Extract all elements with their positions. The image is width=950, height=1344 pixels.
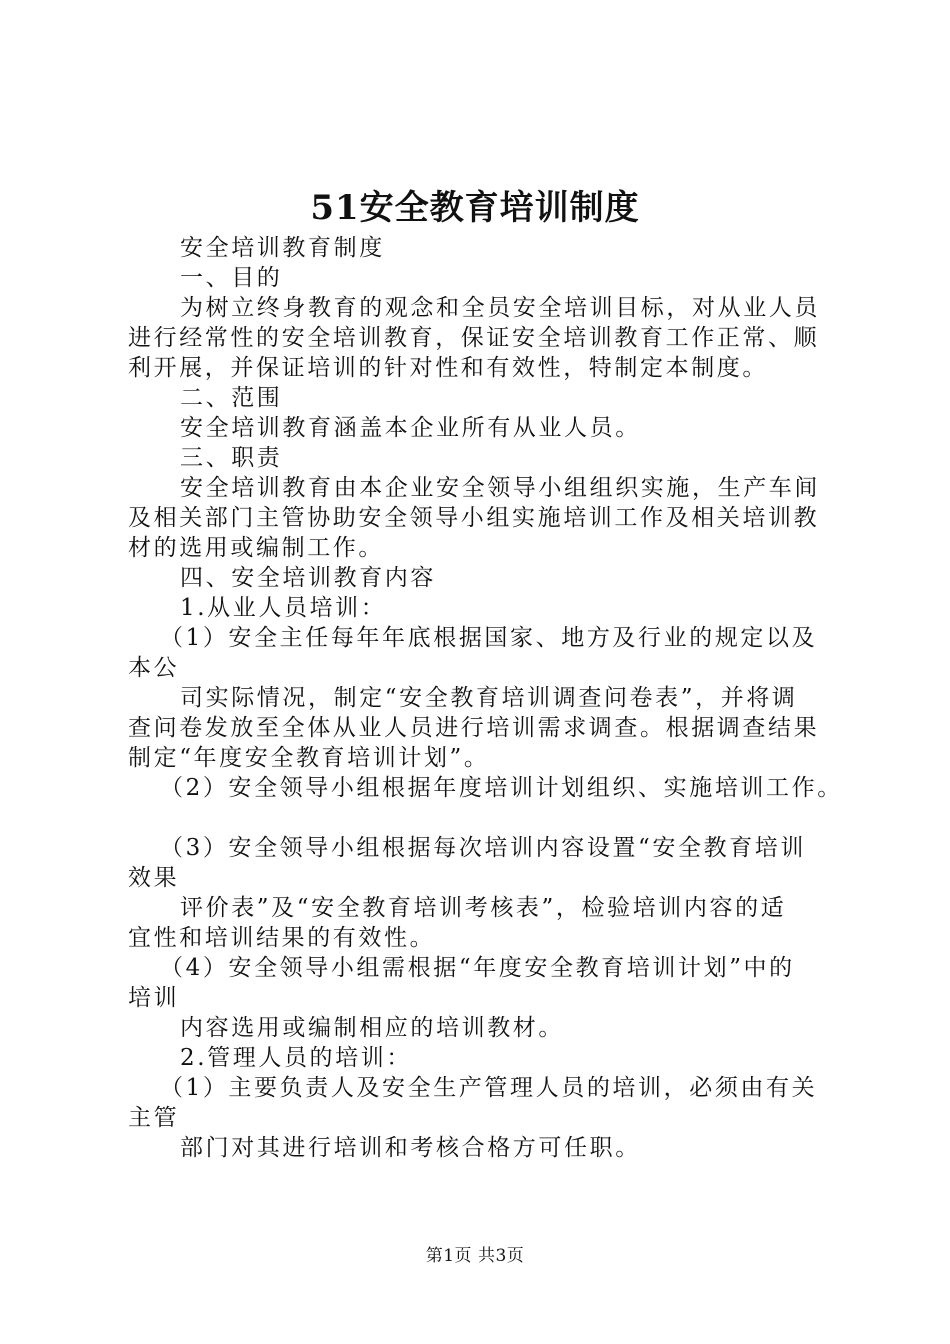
- section-heading: 三、职责: [180, 445, 283, 471]
- section-heading: 一、目的: [180, 265, 283, 291]
- paragraph-line: 进行经常性的安全培训教育，保证安全培训教育工作正常、顺: [128, 325, 820, 351]
- list-item-line: 查问卷发放至全体从业人员进行培训需求调查。根据调查结果: [128, 715, 820, 741]
- list-item-line: （1）主要负责人及安全生产管理人员的培训，必须由有关: [160, 1075, 818, 1101]
- list-item-line: （4）安全领导小组需根据“年度安全教育培训计划”中的: [160, 955, 795, 981]
- list-item-line: 本公: [128, 655, 180, 681]
- list-item-line: 效果: [128, 865, 180, 891]
- subsection-heading: 2.管理人员的培训：: [180, 1045, 412, 1071]
- list-item-line: 司实际情况，制定“安全教育培训调查问卷表”，并将调: [180, 685, 798, 711]
- list-item-line: 主管: [128, 1105, 180, 1131]
- section-heading: 二、范围: [180, 385, 283, 411]
- heading-line: 安全培训教育制度: [180, 235, 385, 261]
- page-footer: 第1页 共3页: [425, 1246, 525, 1266]
- list-item-line: （3）安全领导小组根据每次培训内容设置“安全教育培训: [160, 835, 806, 861]
- list-item-line: 评价表”及“安全教育培训考核表”，检验培训内容的适: [180, 895, 787, 921]
- document-body: [0, 233, 950, 1163]
- section-heading: 四、安全培训教育内容: [180, 565, 436, 591]
- list-item-line: 内容选用或编制相应的培训教材。: [180, 1015, 564, 1041]
- paragraph-line: 利开展，并保证培训的针对性和有效性，特制定本制度。: [128, 355, 768, 381]
- page-title: 51安全教育培训制度: [310, 188, 640, 228]
- list-item-line: 宜性和培训结果的有效性。: [128, 925, 436, 951]
- list-item-line: 培训: [128, 985, 180, 1011]
- list-item-line: 部门对其进行培训和考核合格方可任职。: [180, 1135, 641, 1161]
- paragraph-line: 及相关部门主管协助安全领导小组实施培训工作及相关培训教: [128, 505, 820, 531]
- subsection-heading: 1.从业人员培训：: [180, 595, 387, 621]
- list-item-line: （1）安全主任每年年底根据国家、地方及行业的规定以及: [160, 625, 818, 651]
- paragraph-line: 材的选用或编制工作。: [128, 535, 384, 561]
- blank-line: [0, 803, 950, 833]
- paragraph-line: 安全培训教育涵盖本企业所有从业人员。: [180, 415, 641, 441]
- paragraph-line: 安全培训教育由本企业安全领导小组组织实施，生产车间: [180, 475, 820, 501]
- paragraph-line: 为树立终身教育的观念和全员安全培训目标，对从业人员: [180, 295, 820, 321]
- list-item-line: （2）安全领导小组根据年度培训计划组织、实施培训工作。: [160, 775, 843, 801]
- list-item-line: 制定“年度安全教育培训计划”。: [128, 745, 490, 771]
